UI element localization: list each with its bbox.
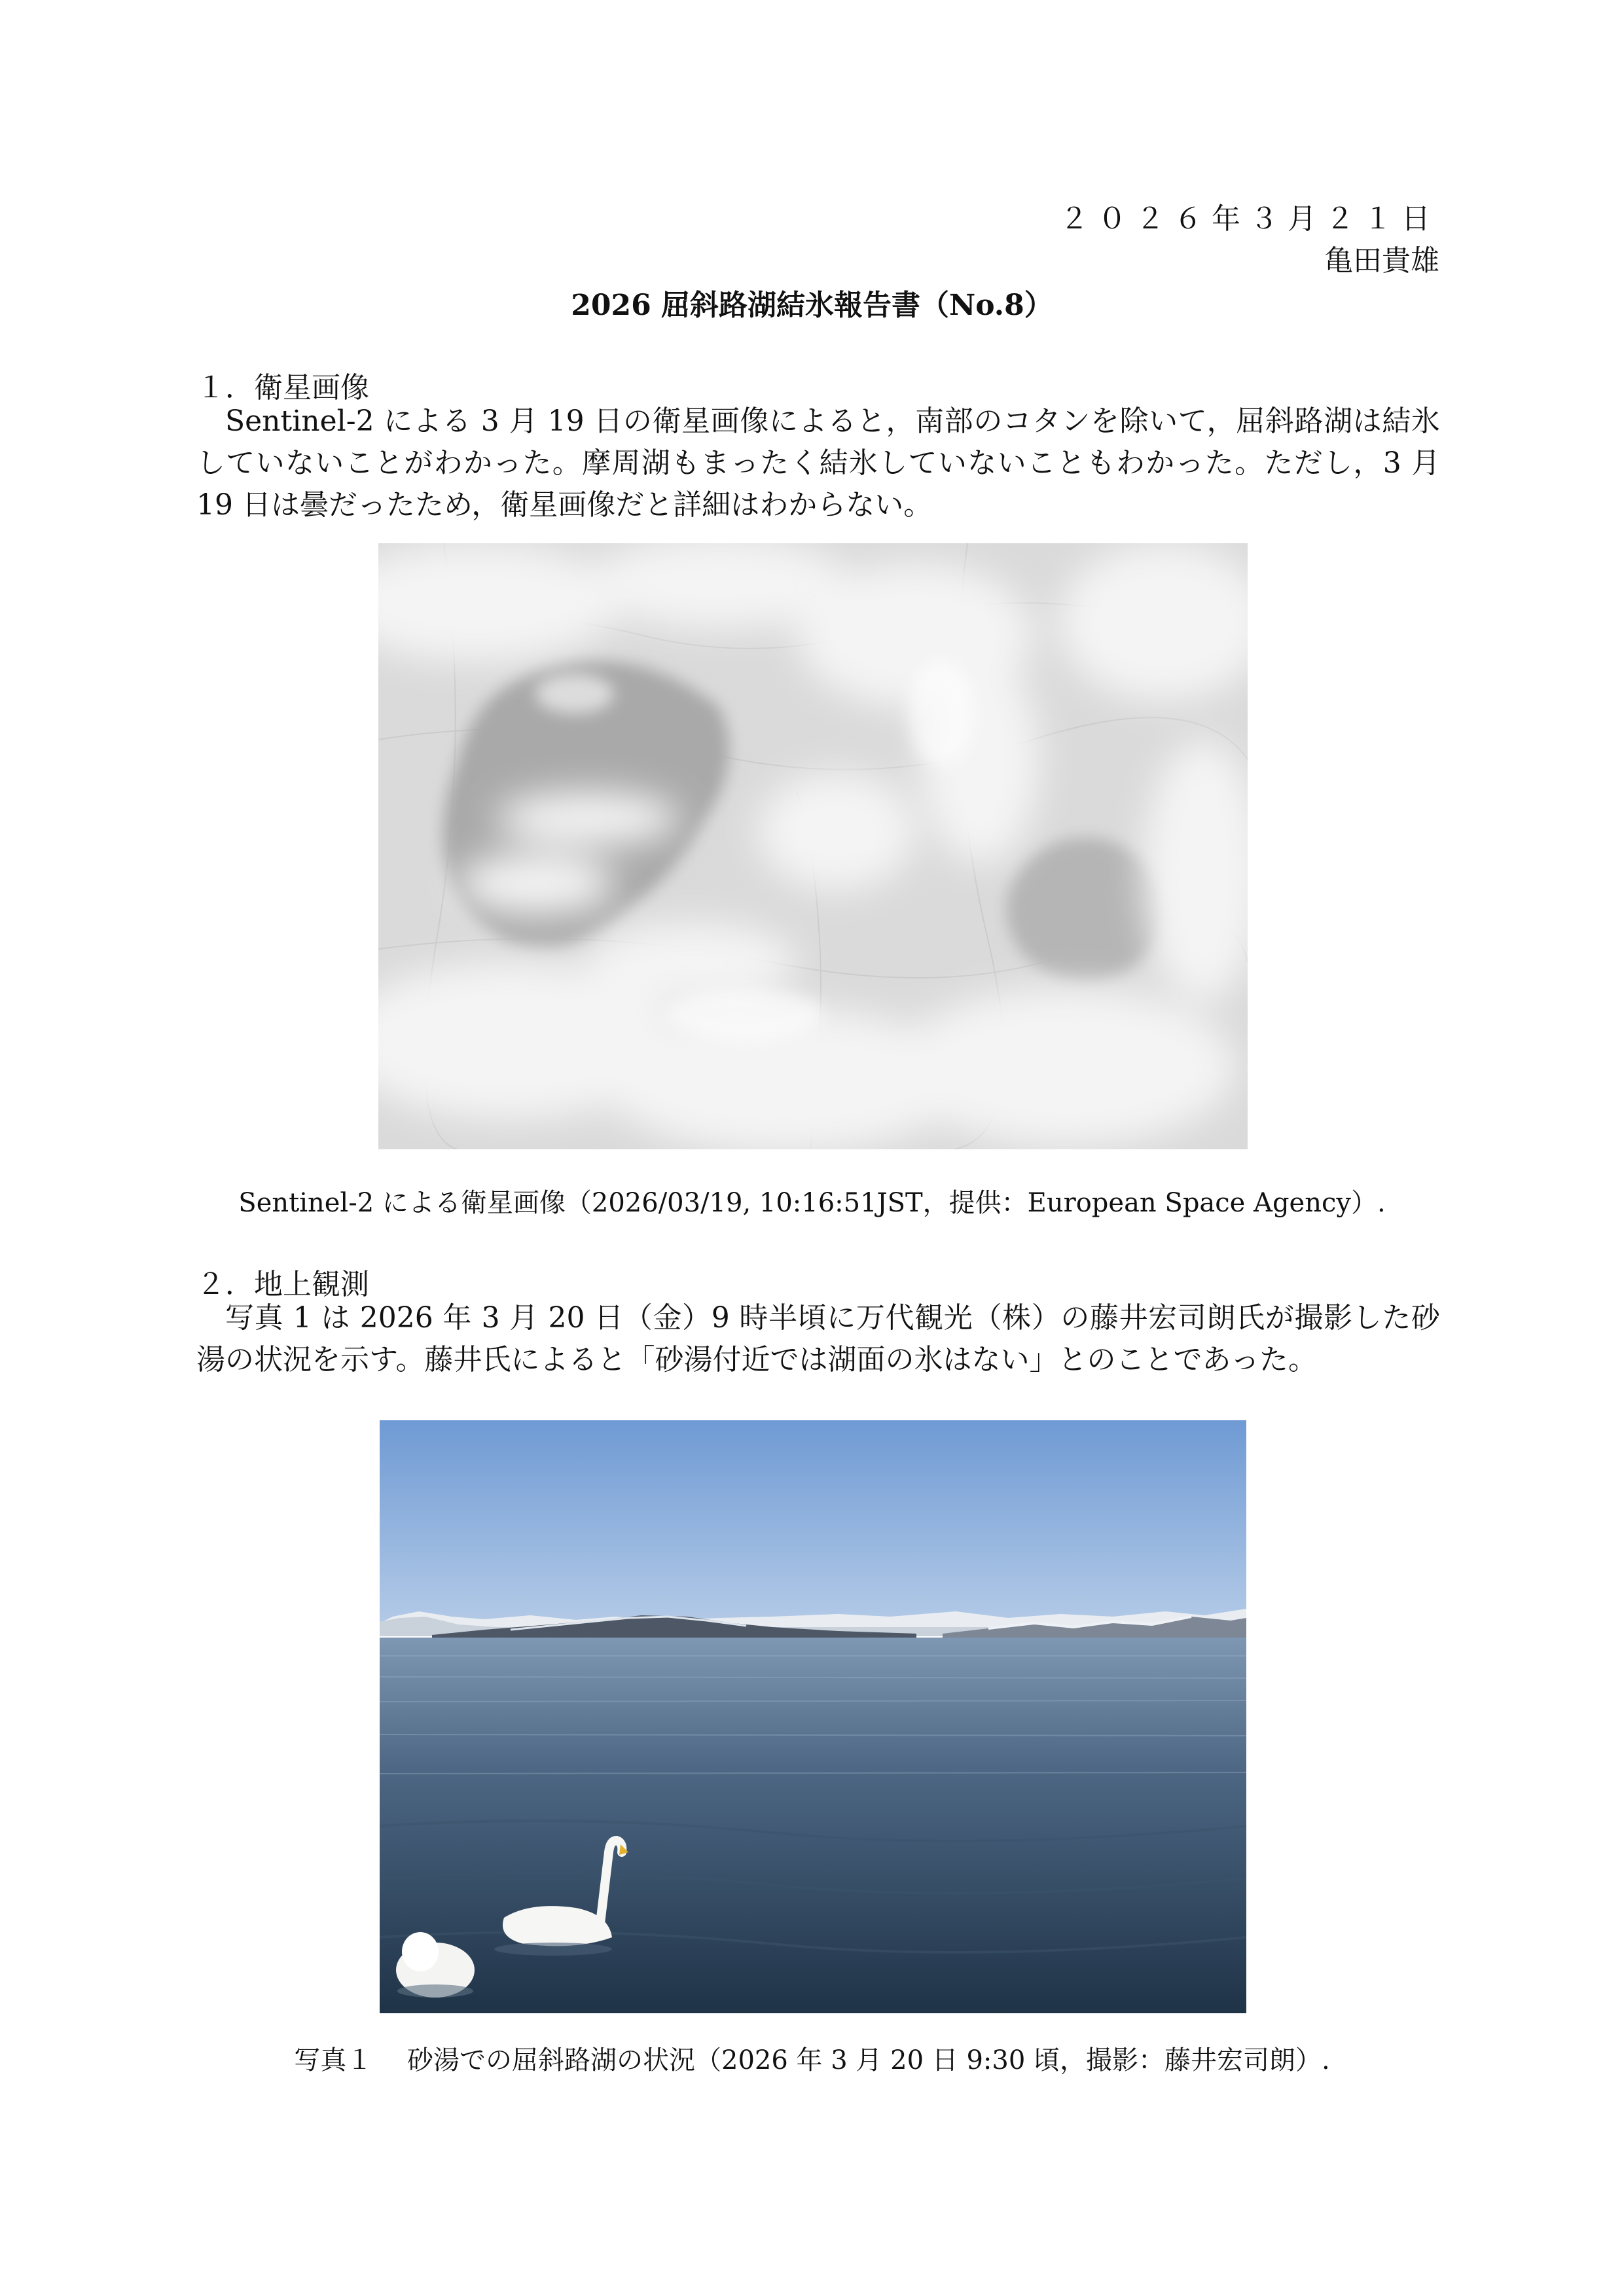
section2-body bbox=[196, 1297, 1440, 1381]
satellite-image bbox=[378, 543, 1248, 1149]
photo-caption: 写真１ 砂湯での屈斜路湖の状況（2026 年 3 月 20 日 9:30 頃，撮影：藤井宏司朗）. bbox=[294, 2045, 1330, 2075]
report-author: 亀田貴雄 bbox=[1324, 244, 1439, 278]
satellite-caption: Sentinel-2 による衛星画像（2026/03/19, 10:16:51JST，提供：European Space Agency）. bbox=[238, 1188, 1386, 1218]
lake-photo-graphic bbox=[380, 1420, 1246, 2013]
satellite-image-graphic bbox=[378, 543, 1248, 1149]
report-title: 2026 屈斜路湖結氷報告書（No.8） bbox=[571, 289, 1053, 322]
section2-paragraph: 写真 1 は 2026 年 3 月 20 日（金）9 時半頃に万代観光（株）の藤井宏司朗氏が撮影した砂湯の状況を示す。藤井氏によると「砂湯付近では湖面の氷はない」とのことであった。 bbox=[196, 1301, 1440, 1376]
section1-paragraph: Sentinel-2 による 3 月 19 日の衛星画像によると，南部のコタンを除いて，屈斜路湖は結氷していないことがわかった。摩周湖もまったく結氷していないこともわかった。ただし，3 月 19 日は曇だったため，衛星画像だと詳細はわからない。 bbox=[196, 404, 1440, 522]
section2-heading: ２．地上観測 bbox=[196, 1268, 369, 1301]
report-date: ２０２６年３月２１日 bbox=[1060, 202, 1439, 236]
section1-heading: １．衛星画像 bbox=[196, 371, 369, 404]
lake-photo bbox=[380, 1420, 1246, 2013]
section1-body bbox=[196, 401, 1440, 526]
